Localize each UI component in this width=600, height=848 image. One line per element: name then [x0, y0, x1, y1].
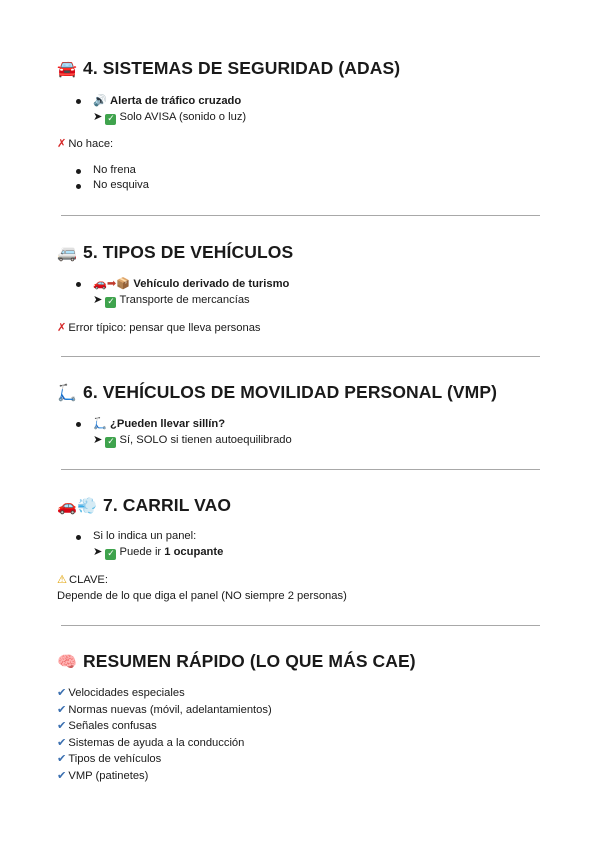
scooter-icon: 🛴 — [57, 382, 78, 402]
list-item: 🚗➡📦 Vehículo derivado de turismo — [57, 276, 543, 293]
bullet-list — [57, 276, 543, 293]
check-icon: ✓ — [107, 113, 115, 124]
check-icon: ✔ — [57, 686, 67, 699]
car-arrow-box-icon: 🚗➡📦 — [93, 277, 131, 290]
list-item: 🛴 ¿Pueden llevar sillín? — [57, 416, 543, 433]
check-icon: ✔ — [57, 702, 67, 716]
list-item: ✔ Tipos de vehículos — [57, 752, 162, 766]
check-icon: ✔ — [57, 752, 67, 766]
section-adas — [57, 56, 543, 194]
section-title: 🚘 4. SISTEMAS DE SEGURIDAD (ADAS) — [57, 57, 401, 78]
bullet-list — [57, 163, 543, 194]
section-title: 🚐 5. TIPOS DE VEHÍCULOS — [57, 241, 294, 262]
cross-icon: ✗ — [57, 321, 67, 335]
list-item: ✔ VMP (patinetes) — [57, 768, 149, 782]
sub-item: ➤ ✓ Puede ir 1 ocupante — [93, 545, 224, 559]
divider — [61, 625, 540, 626]
list-item: ✔ Normas nuevas (móvil, adelantamientos) — [57, 702, 272, 716]
list-item: ✔ Velocidades especiales — [57, 686, 185, 699]
check-icon: ✓ — [107, 548, 115, 559]
bus-icon: 🚐 — [57, 242, 78, 262]
sub-item: ➤ ✓ Sí, SOLO si tienen autoequilibrado — [93, 433, 292, 447]
section-title: 🚗💨 7. CARRIL VAO — [57, 494, 232, 515]
divider — [61, 469, 540, 470]
list-item: ✔ Señales confusas — [57, 719, 157, 733]
check-icon: ✓ — [107, 436, 115, 447]
list-item: 🔊 Alerta de tráfico cruzado — [57, 93, 543, 110]
note-line: ✗ No hace: — [57, 137, 114, 151]
warning-icon: ⚠ — [57, 573, 68, 587]
check-icon: ✔ — [57, 735, 67, 749]
check-icon: ✔ — [57, 719, 67, 733]
scooter-icon: 🛴 — [93, 417, 107, 430]
car-icon: 🚘 — [57, 58, 78, 78]
divider — [61, 215, 540, 216]
list-item: ✔ Sistemas de ayuda a la conducción — [57, 735, 245, 749]
bullet-list — [57, 93, 543, 110]
divider — [61, 356, 540, 357]
section-vehiculos — [57, 240, 543, 337]
section-title: 🧠 RESUMEN RÁPIDO (LO QUE MÁS CAE) — [57, 650, 416, 671]
list-item: No frena — [57, 163, 543, 179]
car-dash-icon: 🚗💨 — [57, 495, 98, 515]
bullet-list — [57, 416, 543, 433]
check-icon: ✔ — [57, 768, 67, 782]
summary-list — [57, 685, 543, 785]
section-title: 🛴 6. VEHÍCULOS DE MOVILIDAD PERSONAL (VMP) — [57, 381, 498, 402]
check-icon: ✓ — [107, 296, 115, 307]
sub-item: ➤ ✓ Transporte de mercancías — [93, 293, 250, 307]
cross-icon: ✗ — [57, 137, 67, 151]
list-item: No esquiva — [57, 178, 543, 194]
speaker-icon: 🔊 — [93, 94, 107, 107]
section-resumen — [57, 649, 543, 785]
section-vmp — [57, 380, 543, 448]
note-line: ⚠ CLAVE: — [57, 573, 108, 587]
bullet-list — [57, 529, 543, 545]
brain-icon: 🧠 — [57, 651, 78, 671]
note-line: ✗ Error típico: pensar que lleva personas — [57, 321, 261, 335]
list-item: Si lo indica un panel: — [57, 529, 543, 545]
section-vao — [57, 493, 543, 604]
note-text: Depende de lo que diga el panel (NO siempre 2 personas) — [57, 589, 347, 602]
sub-item: ➤ ✓ Solo AVISA (sonido o luz) — [93, 110, 247, 124]
